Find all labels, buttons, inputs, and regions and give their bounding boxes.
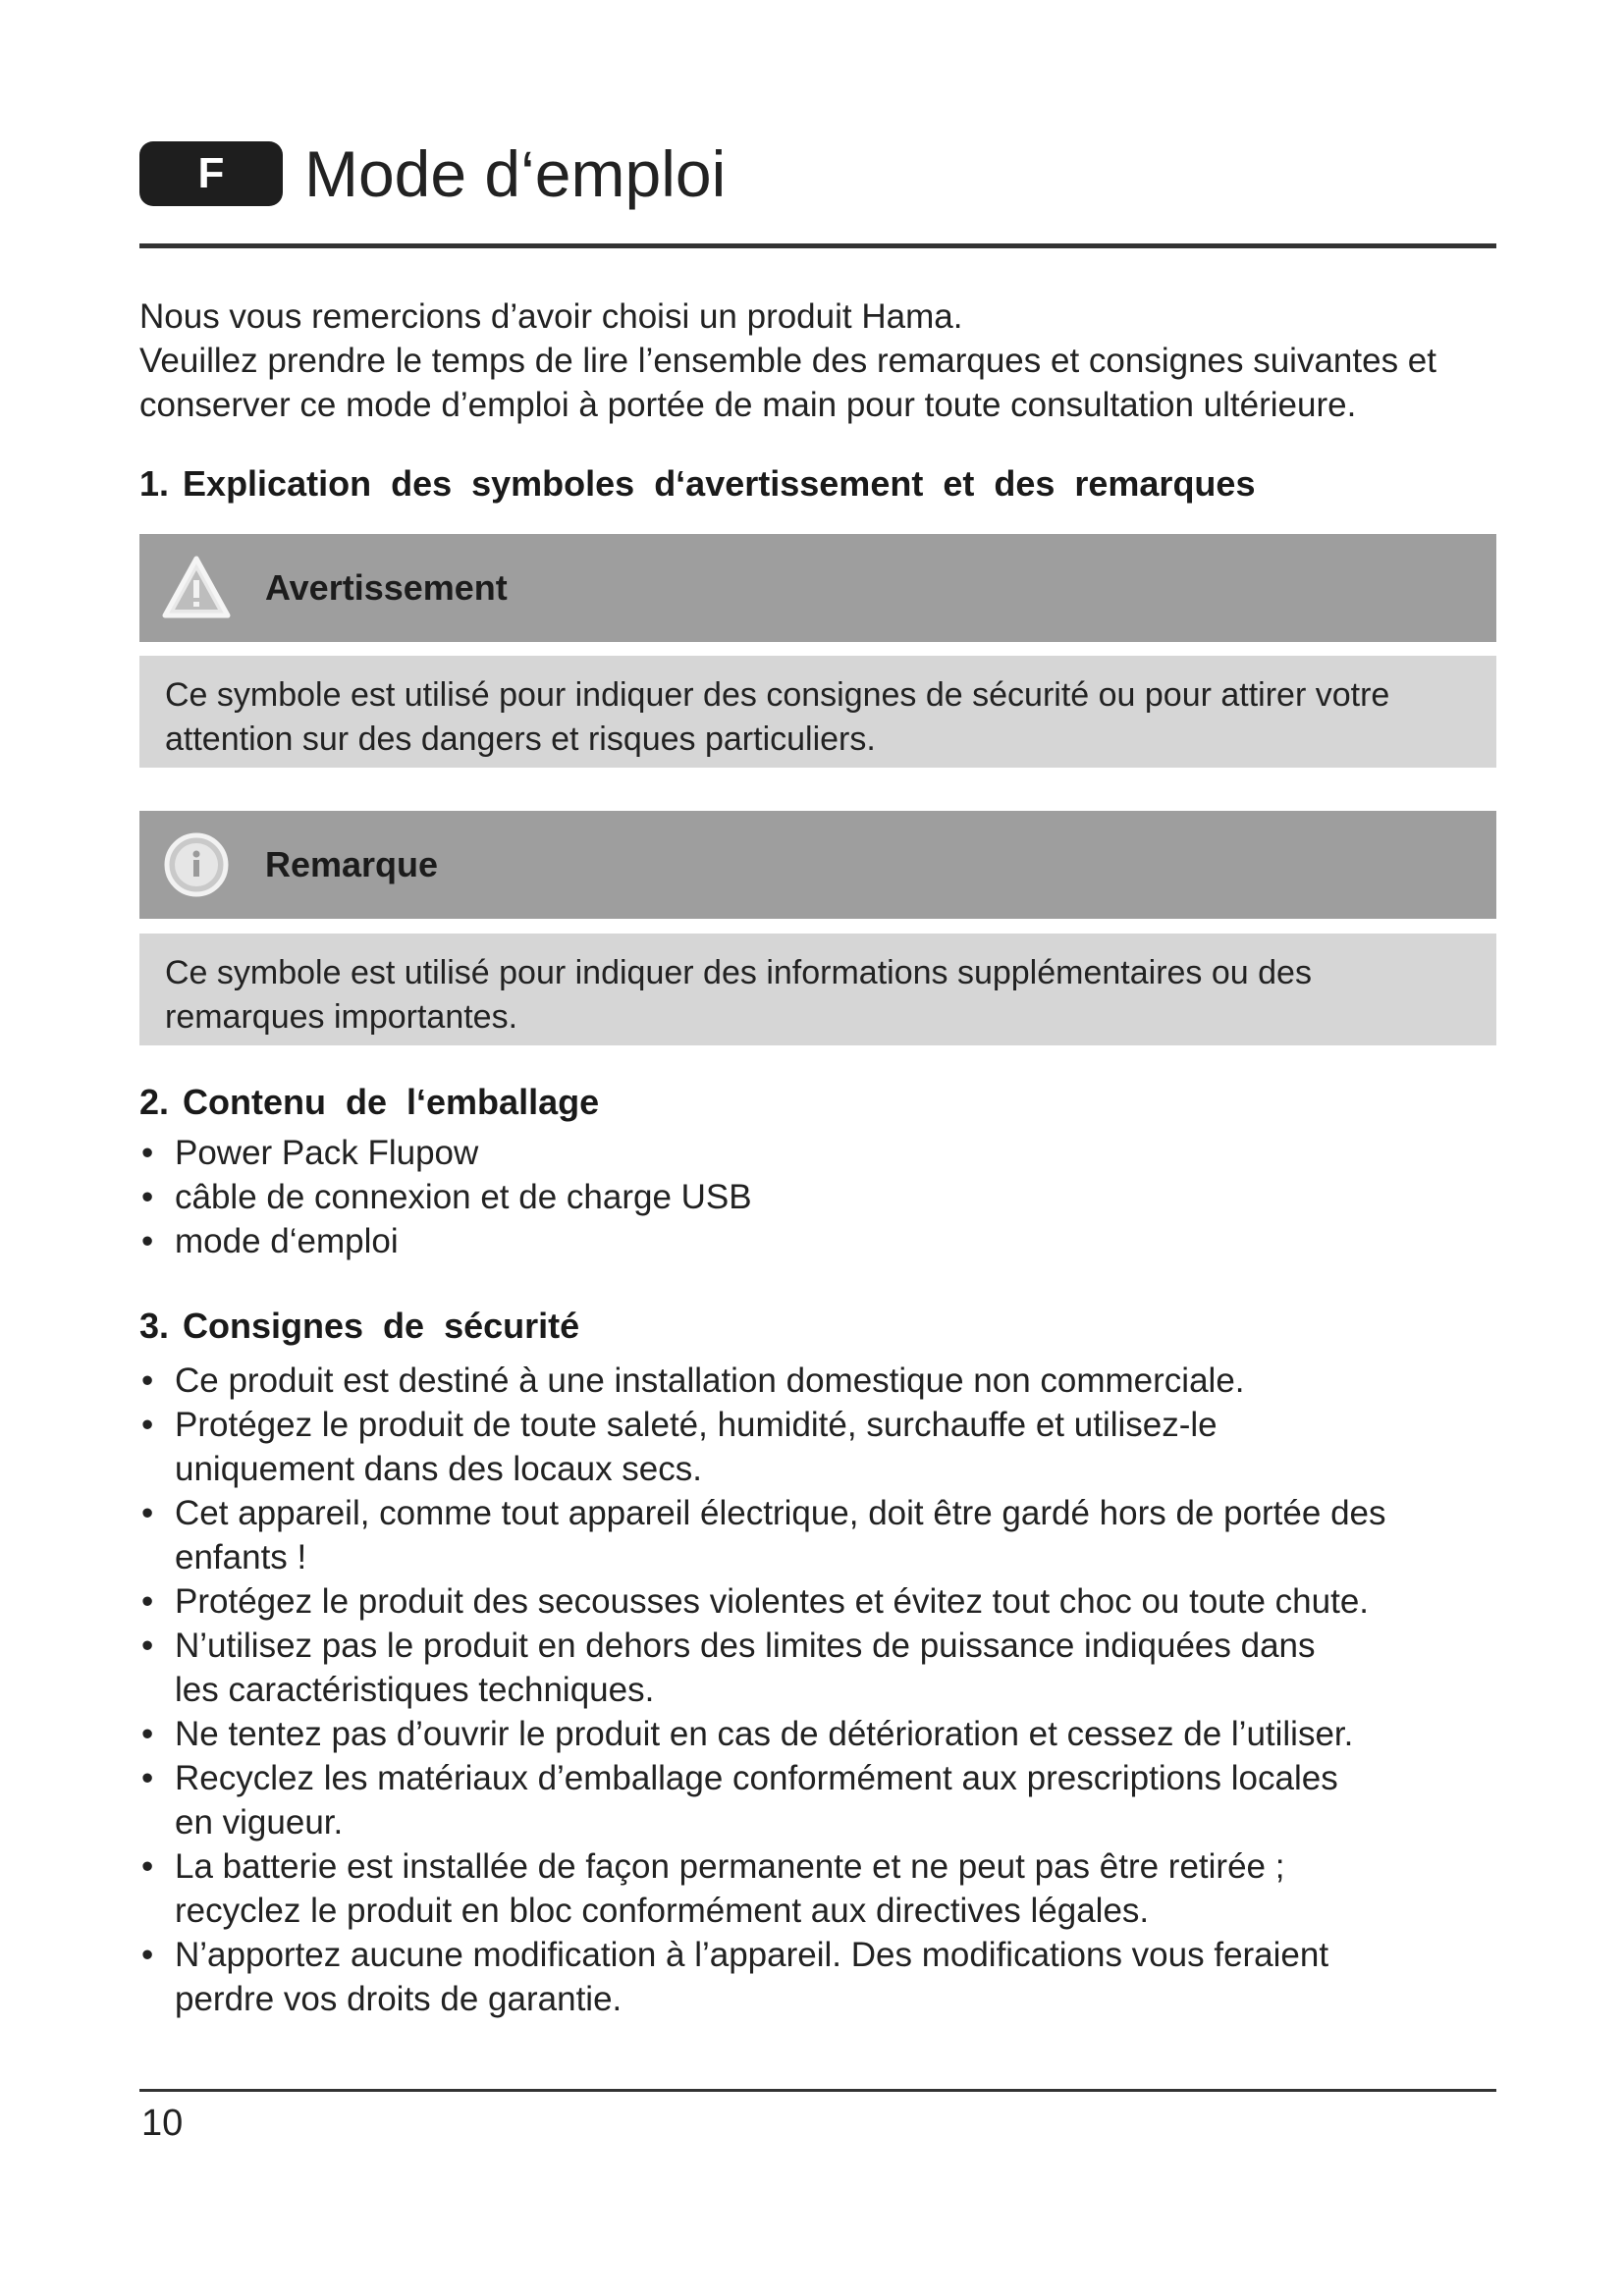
intro-line-2: Veuillez prendre le temps de lire l’ensemble des remarques et consignes suivantes et conserver ce mode d’emploi à portée de main pour toute consultation ultérieure.	[139, 342, 1436, 424]
note-label: Remarque	[265, 844, 439, 884]
warning-box-text: Ce symbole est utilisé pour indiquer des consignes de sécurité ou pour attirer votre attention sur des dangers et risques particuliers.	[139, 656, 1496, 768]
section-2-heading	[139, 1082, 599, 1123]
header-divider	[139, 243, 1496, 248]
note-box-text: Ce symbole est utilisé pour indiquer des informations supplémentaires ou des remarques importantes.	[139, 934, 1496, 1045]
section-2-title: Contenu de l‘emballage	[183, 1082, 600, 1122]
intro-line-1: Nous vous remercions d’avoir choisi un produit Hama.	[139, 297, 963, 336]
footer-divider	[139, 2089, 1496, 2092]
section-3-number: 3.	[139, 1306, 170, 1346]
list-item: • Recyclez les matériaux d’emballage conformément aux prescriptions locales en vigueur.	[139, 1756, 1475, 1844]
list-item: • câble de connexion et de charge USB	[139, 1175, 1496, 1219]
list-item: • Ce produit est destiné à une installation domestique non commerciale.	[139, 1359, 1475, 1403]
list-item: • Protégez le produit des secousses violentes et évitez tout choc ou toute chute.	[139, 1579, 1475, 1624]
warning-triangle-icon	[161, 553, 232, 623]
list-item: • mode d‘emploi	[139, 1219, 1496, 1263]
note-box-header	[139, 811, 1496, 919]
language-badge: F	[139, 141, 283, 206]
list-item: • N’utilisez pas le produit en dehors des limites de puissance indiquées dans les caractéristiques techniques.	[139, 1624, 1475, 1712]
safety-instructions-list	[139, 1359, 1475, 2021]
list-item: • Ne tentez pas d’ouvrir le produit en cas de détérioration et cessez de l’utiliser.	[139, 1712, 1475, 1756]
section-3-title: Consignes de sécurité	[183, 1306, 580, 1346]
intro-text	[139, 294, 1496, 427]
section-3-heading	[139, 1306, 579, 1347]
warning-box-header	[139, 534, 1496, 642]
package-contents-list	[139, 1131, 1496, 1263]
page-title: Mode d‘emploi	[304, 137, 727, 210]
list-item: • N’apportez aucune modification à l’appareil. Des modifications vous feraient perdre vos droits de garantie.	[139, 1933, 1475, 2021]
section-1-title: Explication des symboles d‘avertissement et des remarques	[183, 463, 1256, 504]
section-2-number: 2.	[139, 1082, 170, 1122]
list-item: • Cet appareil, comme tout appareil électrique, doit être gardé hors de portée des enfants !	[139, 1491, 1475, 1579]
section-1-number: 1.	[139, 463, 170, 504]
warning-label: Avertissement	[265, 567, 508, 608]
page-header	[139, 137, 726, 210]
info-circle-icon	[161, 829, 232, 900]
page-number: 10	[141, 2103, 184, 2144]
list-item: • Protégez le produit de toute saleté, humidité, surchauffe et utilisez-le uniquement dans des locaux secs.	[139, 1403, 1475, 1491]
list-item: • La batterie est installée de façon permanente et ne peut pas être retirée ; recyclez le produit en bloc conformément aux directives légales.	[139, 1844, 1475, 1933]
section-1-heading	[139, 463, 1255, 505]
list-item: • Power Pack Flupow	[139, 1131, 1496, 1175]
